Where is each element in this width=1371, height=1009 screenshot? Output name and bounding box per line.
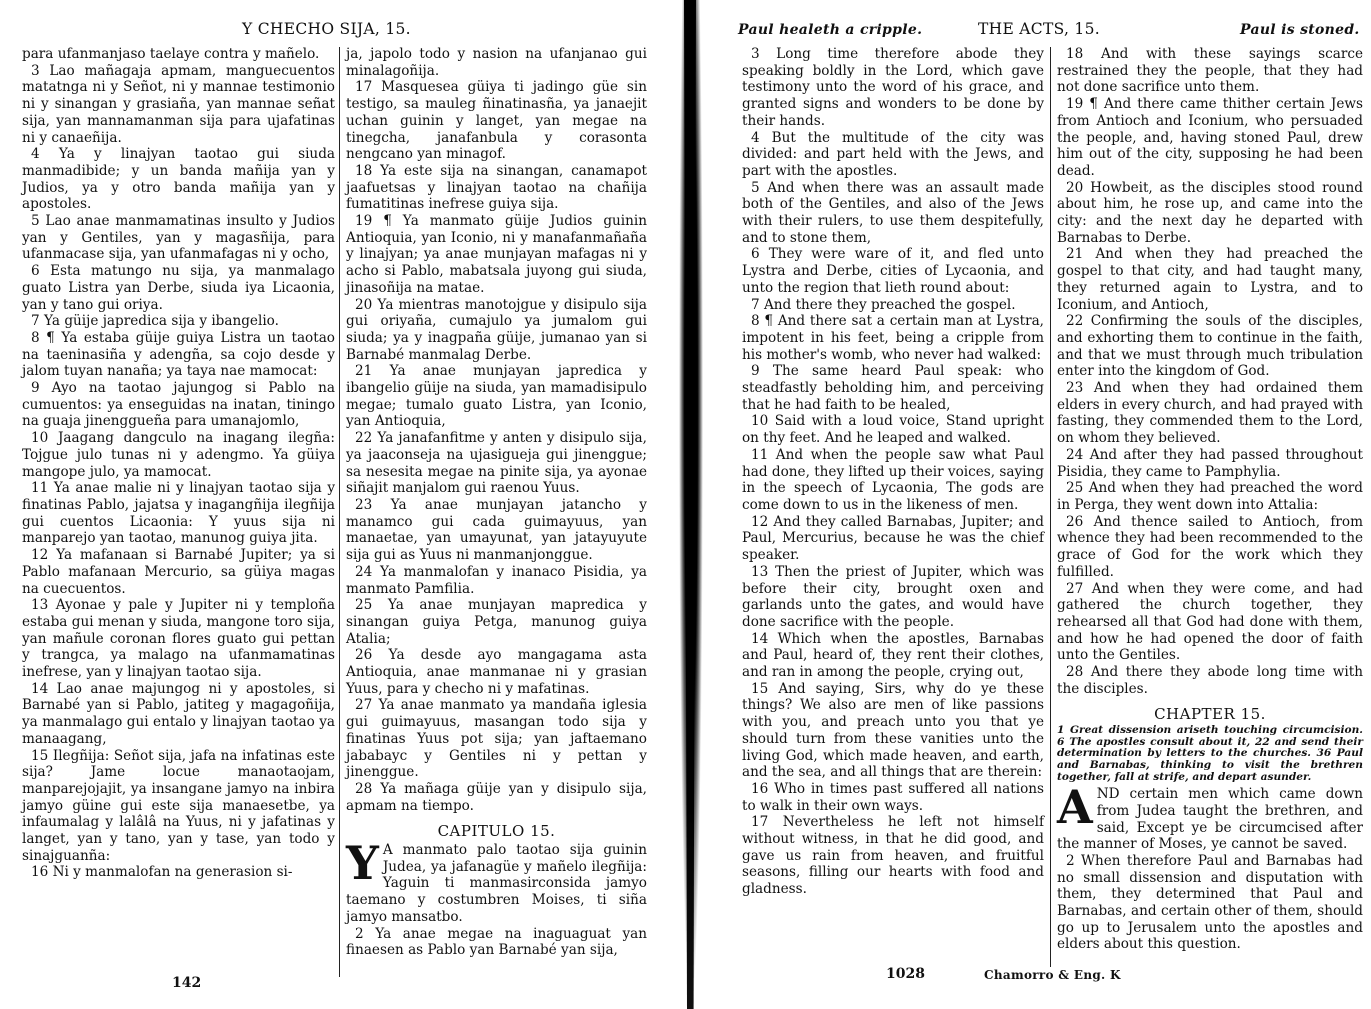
verse-list xyxy=(1057,46,1363,697)
verse: 23 Ya anae munjayan jatancho y manamco gui cada guimayuus, yan manaetae, yan umayunat, yan jatayuyute sija gui as Yuus ni manmanjonggue. xyxy=(346,496,647,564)
verse: 24 Ya manmalofan y inanaco Pisidia, ya manmato Pamfilia. xyxy=(346,563,647,597)
verse: 7 Ya güije japredica sija y ibangelio. xyxy=(31,313,279,330)
verse: 26 Ya desde ayo mangagama asta Antioquia, anae manmanae ni y grasian Yuus, para y checho ni y mafatinas. xyxy=(346,647,647,697)
verse: 24 And after they had passed throughout Pisidia, they came to Pamphylia. xyxy=(1057,446,1363,480)
verse: 22 Confirming the souls of the disciples, and exhorting them to continue in the faith, and that we must through much tribulation enter into the kingdom of God. xyxy=(1057,313,1363,380)
verse: 6 Esta matungo nu sija, ya manmalago guato Listra yan Derbe, siuda iya Licaonia, yan y tano gui oriya. xyxy=(22,263,335,313)
opening-text: ND certain men which came down from Judea taught the brethren, and said, Except ye be circumcised after the manner of Moses, ye cannot be saved. xyxy=(1057,786,1363,853)
verse: 25 Ya anae munjayan mapredica y sinangan guiya Petga, manunog guiya Atalia; xyxy=(346,597,647,647)
column-2 xyxy=(1057,46,1363,953)
verse: 20 Ya mientras manotojgue y disipulo sija gui oriyaña, cumajulo ya jumalom gui siuda; ya y inagpaña güije, jumanao yan si Barnabé manmalag Derbe. xyxy=(346,296,647,363)
verse: 11 And when the people saw what Paul had done, they lifted up their voices, saying in the speech of Lycaonia, The gods are come down to us in the likeness of men. xyxy=(742,446,1044,513)
verse: 27 And when they were come, and had gathered the church together, they rehearsed all that God had done with them, and how he had opened the door of faith unto the Gentiles. xyxy=(1057,580,1363,664)
verse: 5 Lao anae manmamatinas insulto y Judios yan y Gentiles, yan y magasñija, para ufanmacase sija, yan ufanmafagas ni y ocho, xyxy=(22,213,335,263)
running-head: Y CHECHO SIJA, 15. xyxy=(242,20,411,38)
verse: 8 ¶ Ya estaba güije guiya Listra un taotao na taeninasiña y adengña, sa cojo desde y jalom tuyan nanaña; ya taya nae mamocat: xyxy=(22,329,335,380)
verse-list xyxy=(346,46,647,814)
verse: 14 Lao anae majungog ni y apostoles, si Barnabé yan si Pablo, jatiteg y magagoñija, ya manmalago gui entalo y linajyan taotao ya manaagang, xyxy=(22,680,335,747)
verse: 23 And when they had ordained them elders in every church, and had prayed with fasting, they commended them to the Lord, on whom they believed. xyxy=(1057,380,1363,447)
verse: 12 And they called Barnabas, Jupiter; and Paul, Mercurius, because he was the chief speaker. xyxy=(742,513,1044,564)
running-head-right: Paul is stoned. xyxy=(1240,22,1360,38)
verse: 12 Ya mafanaan si Barnabé Jupiter; ya si Pablo mafanaan Mercurio, sa güiya magas na cuecuentos. xyxy=(22,547,335,597)
verse: 15 Ilegñija: Señot sija, jafa na infatinas este sija? Jame locue manaotaojam, manparejojajit, ya insangane jamyo na inbira jamyo güine gui este sija manaesetbe, ya infaumalag y lalâlâ na Yuus, ni y jafatinas y langet, yan y tano, yan y tase, yan todo y sinajguanña: xyxy=(22,747,335,864)
page-number: 1028 xyxy=(886,966,925,982)
verse: 4 But the multitude of the city was divided: and part held with the Jews, and part with the apostles. xyxy=(742,129,1044,179)
verse: 17 Masquesea güiya ti jadingo güe sin testigo, sa mauleg ñinatinasña, ya janaejit uchan guinin y langet, yan megae na tinegcha, janafanbula y corasonta nengcano yan minagof. xyxy=(346,79,647,163)
chapter-summary: 1 Great dissension ariseth touching circumcision. 6 The apostles consult about it, 22 and send their determination by letters to the churches. 36 Paul and Barnabas, thinking to visit the brethren together, fall at strife, and depart asunder. xyxy=(1057,724,1363,783)
verse: 8 ¶ And there sat a certain man at Lystra, impotent in his feet, being a cripple from his mother's womb, who never had walked: xyxy=(742,313,1044,363)
verse: 2 Ya anae megae na inaguaguat yan finaesen as Pablo yan Barnabé yan sija, xyxy=(346,925,647,959)
chapter-opening xyxy=(346,836,647,926)
verse: 3 Lao mañagaja apmam, manguecuentos matatnga ni y Señot, ni y mannae testimonio ni y sinangan y grasiaña, yan mannae señat sija, yan mannamanman sija para ujafatinas ni y canaeñija. xyxy=(22,62,335,146)
verse: 10 Jaagang dangculo na inagang ilegña: Tojgue julo tunas ni y adengmo. Ya güiya mangope julo, ya mamocat. xyxy=(22,430,335,480)
chapter-verse-list xyxy=(346,926,647,959)
column-2 xyxy=(346,46,647,959)
verse-list xyxy=(742,46,1044,898)
verse: 2 When therefore Paul and Barnabas had no small dissension and disputation with them, they determined that Paul and Barnabas, and certain other of them, should go up to Jerusalem unto the apostles and elders about this question. xyxy=(1057,852,1363,953)
column-1 xyxy=(742,46,1044,898)
verse: 25 And when they had preached the word in Perga, they went down into Attalia: xyxy=(1057,480,1363,513)
verse: 9 Ayo na taotao jajungog si Pablo na cumuentos: ya enseguidas na inatan, tiningo na guaja jinenggueña para umanajomlo, xyxy=(22,380,335,430)
chapter-opening xyxy=(1057,780,1363,853)
verse: 19 ¶ Ya manmato güije Judios guinin Antioquia, yan Iconio, ni y manafanmañaña y linajyan; ya anae munjayan mafagas ni y acho si Pablo, mabatsala juyong gui siuda, jinasoñija na matae. xyxy=(346,213,647,296)
verse: 18 And with these sayings scarce restrained they the people, that they had not done sacrifice unto them. xyxy=(1057,46,1363,96)
verse: 27 Ya anae manmato ya mandaña iglesia gui guimayuus, masangan todo sija y finatinas Yuus pot sija; yan jaftaemano jababayc y Gentiles ni y pettan y jinenggue. xyxy=(346,697,647,781)
drop-cap: A xyxy=(1057,780,1093,835)
verse: 22 Ya janafanfitme y anten y disipulo sija, ya jaaconseja na ujasigueja gui jinenggue; sa nesesita megae na pinite sija, ya ayonae siñajit manjalom gui raenou Yuus. xyxy=(346,430,647,497)
verse: 13 Then the priest of Jupiter, which was before their city, brought oxen and garlands unto the gates, and would have done sacrifice with the people. xyxy=(742,563,1044,630)
verse: 3 Long time therefore abode they speaking boldly in the Lord, which gave testimony unto the word of his grace, and granted signs and wonders to be done by their hands. xyxy=(742,46,1044,129)
drop-cap: Y xyxy=(346,836,379,891)
verse: 26 And thence sailed to Antioch, from whence they had been recommended to the grace of God for the work which they fulfilled. xyxy=(1057,513,1363,580)
verse: 13 Ayonae y pale y Jupiter ni y temploña estaba gui menan y siuda, mangone toro sija, yan mañule coronan flores guato gui pettan y trangca, ya malago na ufanmamatinas inefrese, yan y linajyan taotao sija. xyxy=(22,597,335,681)
verse: 5 And when there was an assault made both of the Gentiles, and also of the Jews with their rulers, to use them despitefully, and to stone them, xyxy=(742,179,1044,246)
right-page xyxy=(700,0,1371,1009)
verse: 4 Ya y linajyan taotao gui siuda manmadibide; y un banda mañija yan y Judios, ya y otro banda mañija yan y apostoles. xyxy=(22,146,335,213)
chapter-heading: CAPITULO 15. xyxy=(437,822,556,841)
chapter-heading: CHAPTER 15. xyxy=(1154,705,1266,724)
verse: 16 Who in times past suffered all nations to walk in their own ways. xyxy=(742,780,1044,814)
verse: 17 Nevertheless he left not himself without witness, in that he did good, and gave us rain from heaven, and fruitful seasons, filling our hearts with food and gladness. xyxy=(742,814,1044,898)
verse: 9 The same heard Paul speak: who steadfastly beholding him, and perceiving that he had faith to be healed, xyxy=(742,363,1044,413)
verse: 28 And there they abode long time with the disciples. xyxy=(1057,664,1363,697)
verse: 28 Ya mañaga güije yan y disipulo sija, apmam na tiempo. xyxy=(346,780,647,814)
verse: 11 Ya anae malie ni y linajyan taotao sija y finatinas Pablo, jajatsa y inagangñija ilegñija gui cuentos Licaonia: Y yuus sija ni manparejo yan taotao, manunog guiya jita. xyxy=(22,480,335,547)
page-number: 142 xyxy=(172,975,202,991)
verse: 15 And saying, Sirs, why do ye these things? We also are men of like passions with you, and preach unto you that ye should turn from these vanities unto the living God, which made heaven, and earth, and the sea, and all things that are therein: xyxy=(742,680,1044,781)
running-head-left: Paul healeth a cripple. xyxy=(738,22,923,38)
left-page xyxy=(0,0,680,1009)
column-divider xyxy=(1050,47,1051,967)
column-1 xyxy=(22,46,335,881)
verse: 6 They were ware of it, and fled unto Lystra and Derbe, cities of Lycaonia, and unto the region that lieth round about: xyxy=(742,246,1044,296)
opening-text: A manmato palo taotao sija guinin Judea, ya jafanagüe y mañelo ilegñija: Yaguin ti manmasirconsida jamyo taemano y costumbren Moises, ti siña jamyo mansatbo. xyxy=(346,842,647,925)
verse: 21 And when they had preached the gospel to that city, and had taught many, they returned again to Lystra, and to Iconium, and Antioch, xyxy=(1057,246,1363,313)
chapter-verse-list xyxy=(1057,853,1363,953)
printer-signature: Chamorro & Eng. K xyxy=(984,968,1121,982)
verse: 10 Said with a loud voice, Stand upright on thy feet. And he leaped and walked. xyxy=(742,413,1044,447)
verse: 7 And there they preached the gospel. xyxy=(751,296,1016,313)
continued-text: ja, japolo todo y nasion na ufanjanao gui minalagoñija. xyxy=(346,46,647,79)
verse: 19 ¶ And there came thither certain Jews from Antioch and Iconium, who persuaded the people, and, having stoned Paul, drew him out of the city, supposing he had been dead. xyxy=(1057,96,1363,179)
verse: 21 Ya anae munjayan japredica y ibangelio güije na siuda, yan mamadisipulo megae; tumalo guato Listra, yan Iconio, yan Antioquia, xyxy=(346,363,647,430)
verse: 18 Ya este sija na sinangan, canamapot jaafuetsas y linajyan taotao na chañija fumatitinas inefrese guiya sija. xyxy=(346,162,647,213)
verse-list xyxy=(22,46,335,881)
verse: 20 Howbeit, as the disciples stood round about him, he rose up, and came into the city: and the next day he departed with Barnabas to Derbe. xyxy=(1057,179,1363,246)
continued-text: para ufanmanjaso taelaye contra y mañelo. xyxy=(22,46,320,62)
column-divider xyxy=(339,47,340,977)
verse: 14 Which when the apostles, Barnabas and Paul, heard of, they rent their clothes, and ran in among the people, crying out, xyxy=(742,630,1044,681)
running-head-center: THE ACTS, 15. xyxy=(978,20,1100,38)
verse: 16 Ni y manmalofan na generasion si- xyxy=(31,864,293,881)
